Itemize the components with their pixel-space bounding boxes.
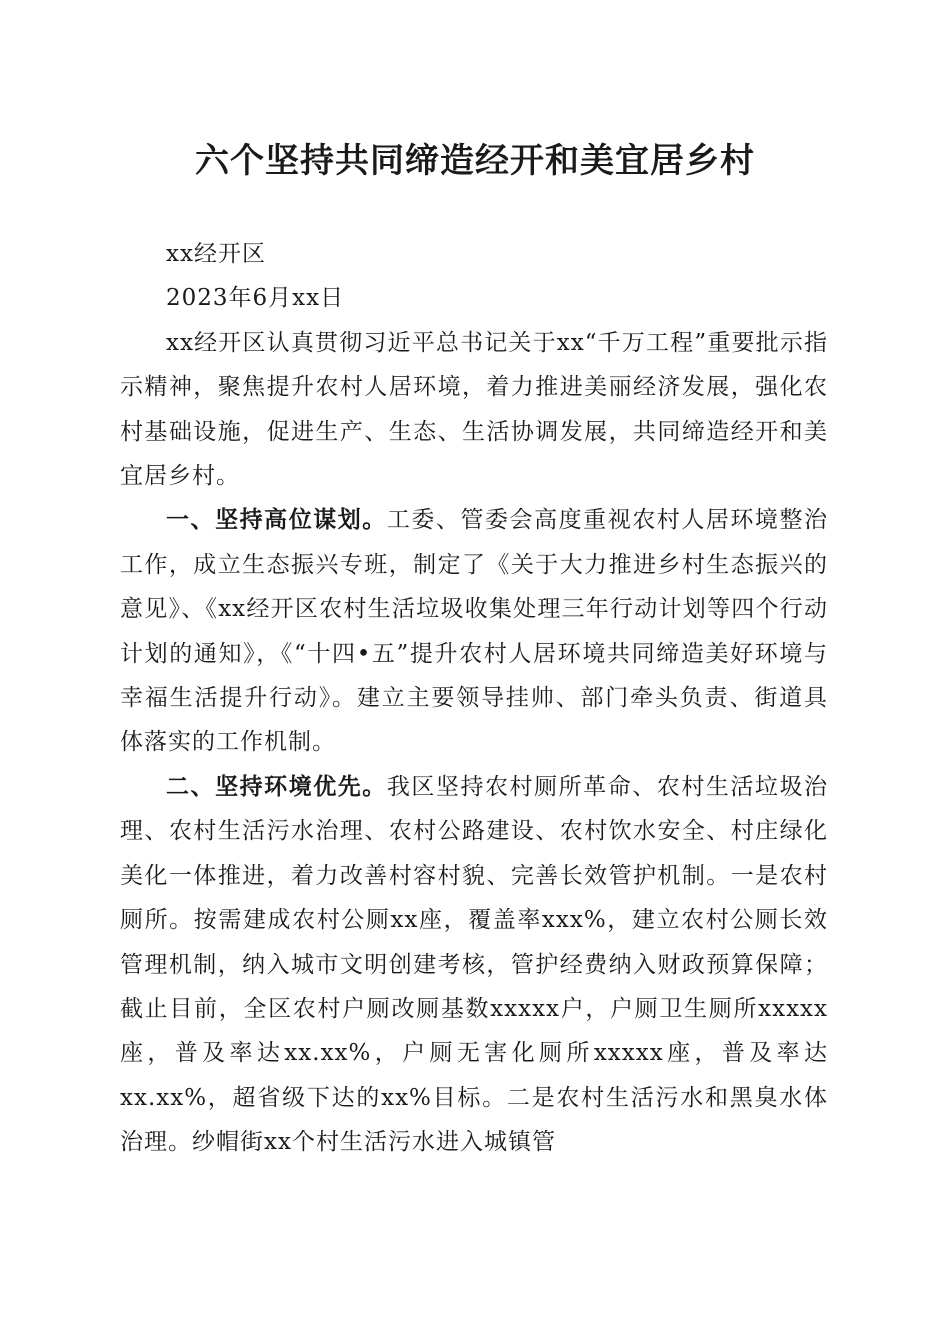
section-1-text: 工委、管委会高度重视农村人居环境整治工作，成立生态振兴专班，制定了《关于大力推进乡村生态振兴的意见》、《xx经开区农村生活垃圾收集处理三年行动计划等四个行动计划的通知》，《“十四•五”提升农村人居环境共同缔造美好环境与幸福生活提升行动》。建立主要领导挂帅、部门牵头负责、街道具体落实的工作机制。 bbox=[120, 507, 829, 756]
section-2-text: 我区坚持农村厕所革命、农村生活垃圾治理、农村生活污水治理、农村公路建设、农村饮水安全、村庄绿化美化一体推进，着力改善村容村貌、完善长效管护机制。一是农村厕所。按需建成农村公厕xx座，覆盖率xxx%，建立农村公厕长效管理机制，纳入城市文明创建考核，管护经费纳入财政预算保障；截止目前，全区农村户厕改厕基数xxxxx户，户厕卫生厕所xxxxx座，普及率达xx.xx%，户厕无害化厕所xxxxx座，普及率达xx.xx%，超省级下达的xx%目标。二是农村生活污水和黑臭水体治理。纱帽街xx个村生活污水进入城镇管 bbox=[120, 773, 829, 1156]
date-line: 2023年6月xx日 bbox=[166, 285, 345, 312]
section-2-heading: 二、坚持环境优先。 bbox=[166, 773, 387, 800]
intro-paragraph: xx经开区认真贯彻习近平总书记关于xx“千万工程”重要批示指示精神，聚焦提升农村人居环境，着力推进美丽经济发展，强化农村基础设施，促进生产、生态、生活协调发展，共同缔造经开和美宜居乡村。 bbox=[120, 329, 828, 490]
section-1-heading: 一、坚持高位谋划。 bbox=[166, 507, 387, 534]
author-line: xx经开区 bbox=[166, 241, 266, 267]
document-body bbox=[120, 232, 828, 1165]
section-1-paragraph bbox=[120, 498, 828, 764]
document-title: 六个坚持共同缔造经开和美宜居乡村 bbox=[195, 141, 755, 181]
section-2-paragraph bbox=[120, 765, 828, 1165]
